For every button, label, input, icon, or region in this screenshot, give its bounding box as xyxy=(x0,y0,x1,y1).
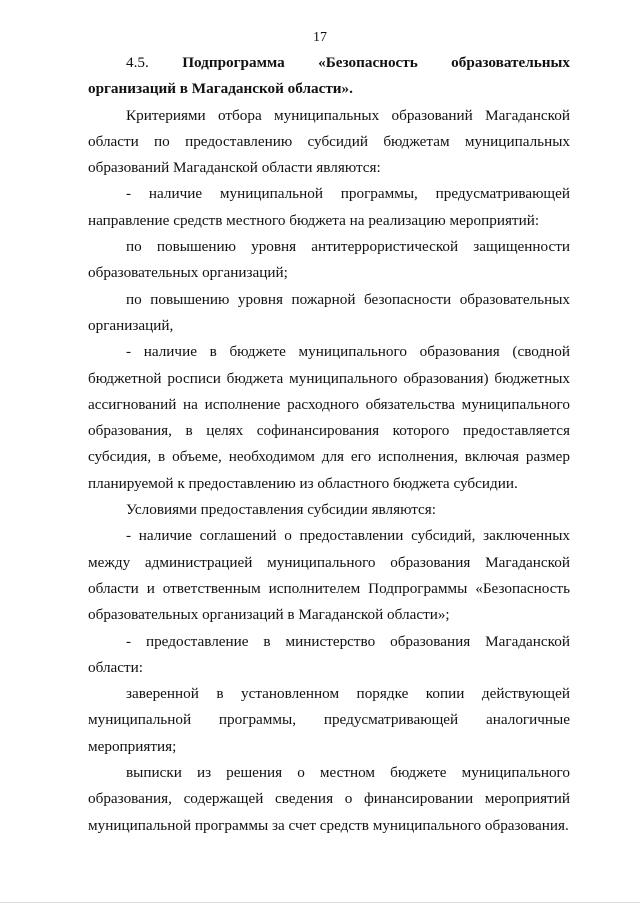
paragraph-antiterror: по повышению уровня антитеррористической защищенности образовательных организаций; xyxy=(88,238,570,282)
paragraph-agreements: - наличие соглашений о предоставлении субсидий, заключенных между администрацией муниципального образования Магаданской области и ответственным исполнителем Подпрограммы «Безопасность образовательных организаций в Магаданской области»; xyxy=(88,527,570,624)
paragraph-municipal-program: - наличие муниципальной программы, предусматривающей направление средств местного бюджета на реализацию мероприятий: xyxy=(88,185,570,229)
section-title: Подпрограмма «Безопасность образовательных организаций в Магаданской области». xyxy=(88,54,570,98)
section-number: 4.5. xyxy=(126,54,149,71)
paragraph-submission: - предоставление в министерство образования Магаданской области: xyxy=(88,632,570,676)
paragraph-budget-allocations: - наличие в бюджете муниципального образования (сводной бюджетной росписи бюджета муниципального образования) бюджетных ассигнований на исполнение расходного обязательства муниципального образования, в целях софинансирования которого предоставляется субсидия, в объеме, необходимом для его исполнения, включая размер планируемой к предоставлению из областного бюджета субсидии. xyxy=(88,343,570,492)
paragraph-fire-safety: по повышению уровня пожарной безопасности образовательных организаций, xyxy=(88,290,570,334)
document-body xyxy=(88,50,570,839)
section-heading xyxy=(88,50,570,103)
paragraph-criteria-intro: Критериями отбора муниципальных образований Магаданской области по предоставлению субсидий бюджетам муниципальных образований Магаданской области являются: xyxy=(88,106,570,177)
page-number: 17 xyxy=(313,30,327,45)
page-bottom-edge xyxy=(0,902,640,903)
paragraph-conditions-intro: Условиями предоставления субсидии являются: xyxy=(126,501,436,519)
paragraph-certified-copy: заверенной в установленном порядке копии действующей муниципальной программы, предусматривающей аналогичные мероприятия; xyxy=(88,685,570,755)
paragraph-budget-extract: выписки из решения о местном бюджете муниципального образования, содержащей сведения о финансировании мероприятий муниципальной программы за счет средств муниципального образования. xyxy=(88,764,570,834)
